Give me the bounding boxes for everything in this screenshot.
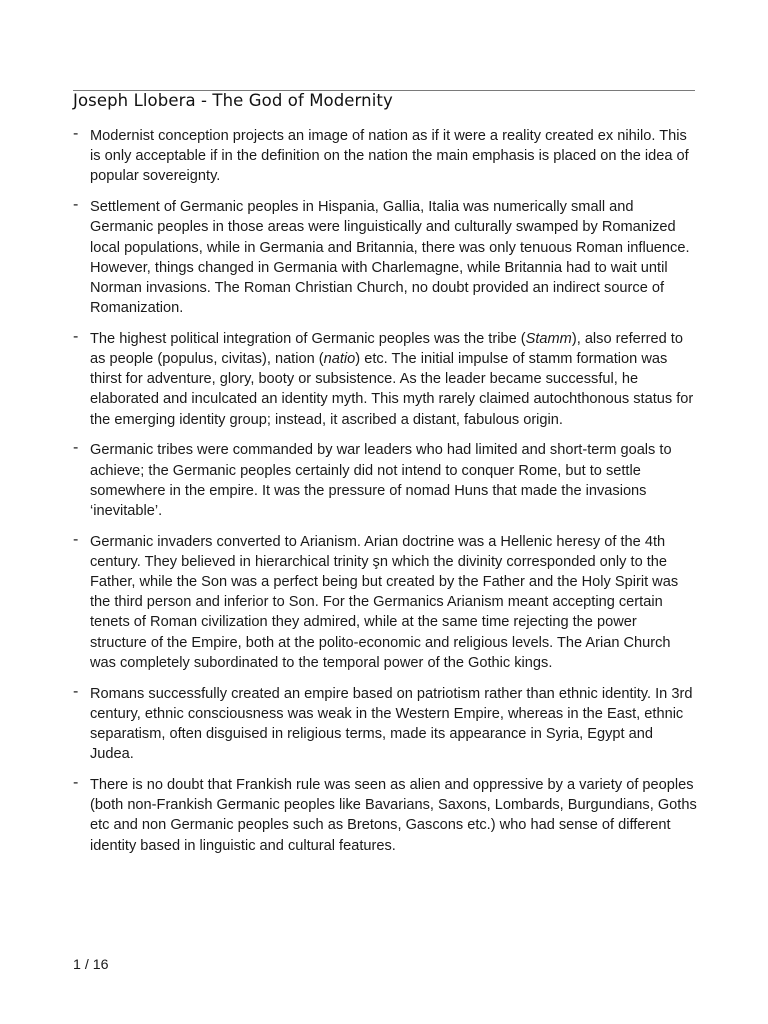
list-item-text: Romans successfully created an empire based on patriotism rather than ethnic identity. In 3rd century, ethnic consciousness was weak in the Western Empire, whereas in the East, ethnic separatism, often disguised in religious terms, made its appearance in Syria, Egypt and Judea. [90, 685, 693, 763]
list-item-text [90, 331, 693, 428]
list-item [73, 197, 697, 318]
italic-term: natio [323, 351, 356, 368]
text-segment: The highest political integration of Germanic peoples was the tribe ( [90, 330, 526, 347]
list-item [73, 126, 697, 187]
bullet-dash: - [73, 773, 79, 791]
list-item-text: There is no doubt that Frankish rule was seen as alien and oppressive by a variety of peoples (both non-Frankish Germanic peoples like Bavarians, Saxons, Lombards, Burgundians, Goths etc and non Germanic peoples such as Bretons, Gascons etc.) who had sense of different identity based in linguistic and cultural features. [90, 776, 697, 854]
bullet-dash: - [73, 125, 79, 142]
list-item-text: Germanic invaders converted to Arianism. Arian doctrine was a Hellenic heresy of the 4th century. They believed in hierarchical trinity şn which the divinity corresponded only to the Father, while the Son was a perfect being but created by the Father and the Holy Spirit was the third person and inferior to Son. For the Germanics Arianism meant accepting certain tenets of Roman civilization they admired, while at the same time rejecting the power structure of the Empire, both at the polito-economic and religious levels. The Arian Church was completely subordinated to the temporal power of the Gothic kings. [90, 533, 679, 671]
bullet-dash: - [73, 682, 79, 700]
bullet-dash: - [73, 439, 79, 457]
list-item-text: Modernist conception projects an image of nation as if it were a reality created ex nihilo. This is only acceptable if in the definition on the nation the main emphasis is placed on the idea of popular sovereignty. [90, 128, 689, 185]
text-segment: ), also referred to as people (populus, civitas), nation ( [90, 330, 683, 368]
list-item [73, 532, 697, 673]
list-item [73, 684, 697, 765]
bullet-dash: - [73, 327, 79, 345]
bullet-dash: - [73, 530, 79, 548]
page-number: 1 / 16 [73, 957, 109, 973]
list-item [73, 329, 697, 430]
document-title: Joseph Llobera - The God of Modernity [73, 91, 393, 110]
list-item-text: Germanic tribes were commanded by war leaders who had limited and short-term goals to achieve; the Germanic peoples certainly did not intend to conquer Rome, but to settle somewhere in the empire. It was the pressure of nomad Huns that made the invasions ‘inevitable’. [90, 442, 672, 519]
list-item [73, 440, 697, 521]
list-item [73, 775, 697, 856]
text-segment: ) etc. The initial impulse of stamm formation was thirst for adventure, glory, booty or subsistence. As the leader became successful, he elaborated and inculcated an identity myth. This myth rarely claimed autochthonous status for the emerging identity group; instead, it ascribed a distant, fabulous origin. [90, 351, 694, 428]
bullet-dash: - [73, 196, 79, 214]
list-item-text: Settlement of Germanic peoples in Hispania, Gallia, Italia was numerically small and Germanic peoples in those areas were linguistically and culturally swamped by Romanized local populations, while in Germania and Britannia, there was only tenuous Roman influence. However, things changed in Germania with Charlemagne, while Britannia had to wait until Norman invasions. The Roman Christian Church, no doubt provided an indirect source of Romanization. [90, 199, 690, 317]
italic-term: Stamm [525, 330, 572, 347]
bullet-list [73, 126, 697, 866]
